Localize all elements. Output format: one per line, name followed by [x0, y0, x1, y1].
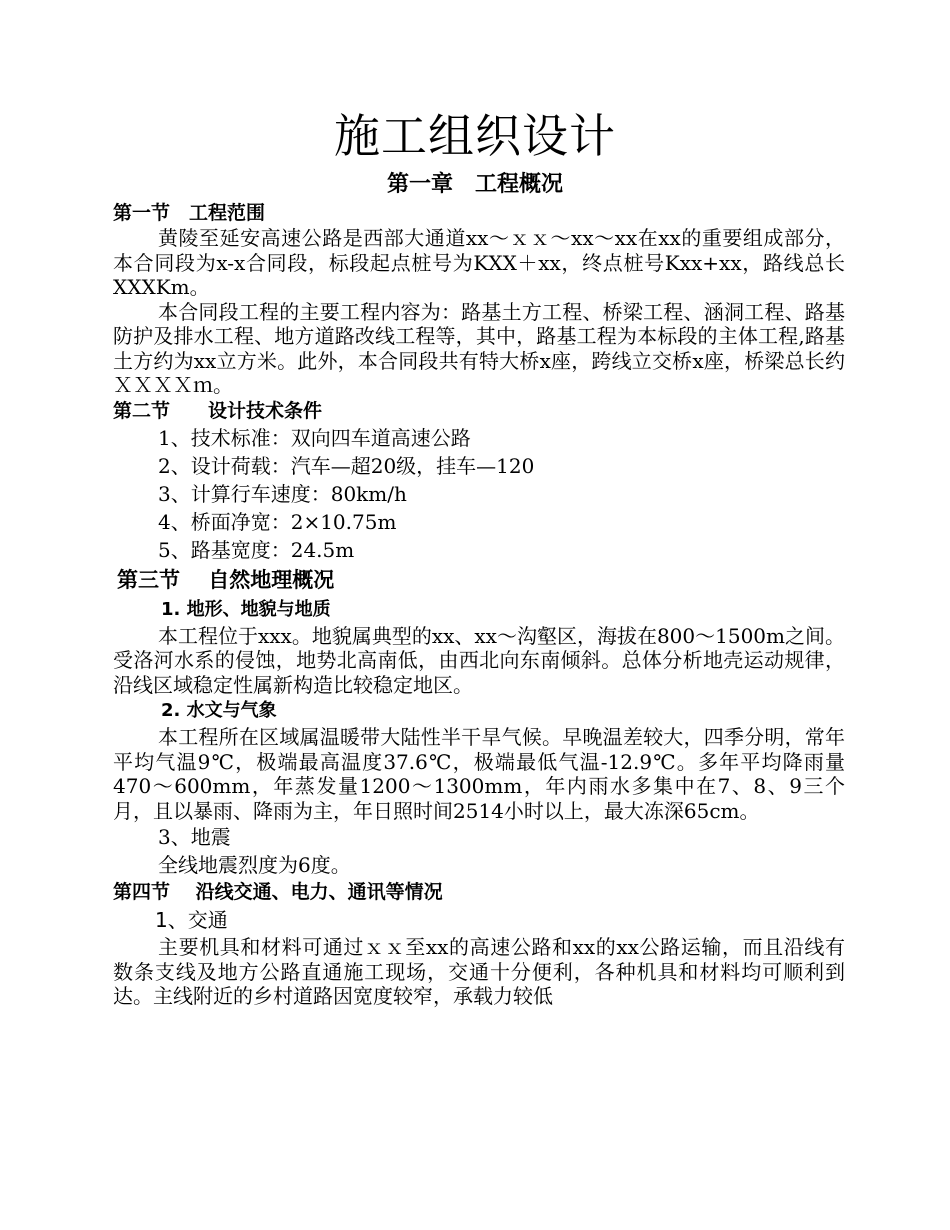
paragraph: 黄陵至延安高速公路是西部大通道xx～ｘｘ～xx～xx在xx的重要组成部分，本合同段为x-x合同段，标段起点桩号为KXX＋xx，终点桩号Kxx+xx，路线总长XXXKm。	[113, 226, 845, 299]
list-item: 4、桥面净宽：2×10.75m	[158, 509, 397, 534]
section-heading-3: 第三节 自然地理概况	[117, 567, 335, 592]
subsection-heading: 3、地震	[158, 825, 231, 849]
section-heading-2: 第二节 设计技术条件	[113, 399, 323, 422]
section-heading-4: 第四节 沿线交通、电力、通讯等情况	[113, 881, 443, 903]
list-item: 5、路基宽度：24.5m	[158, 537, 355, 562]
document-body	[113, 200, 845, 1009]
subsection-heading: 1、交通	[155, 908, 228, 932]
subsection-heading: 2. 水文与气象	[161, 700, 277, 721]
subsection-heading: 1. 地形、地貌与地质	[161, 598, 331, 620]
paragraph: 全线地震烈度为6度。	[158, 853, 351, 877]
document-title: 施工组织设计	[334, 109, 616, 163]
chapter-heading: 第一章 工程概况	[386, 172, 563, 197]
paragraph: 本工程位于xxx。地貌属典型的xx、xx～沟壑区，海拔在800～1500m之间。受洛河水系的侵蚀，地势北高南低，由西北向东南倾斜。总体分析地壳运动规律，沿线区域稳定性属新构造比较稳定地区。	[113, 623, 845, 697]
list-item: 3、计算行车速度：80km/h	[158, 481, 407, 506]
list-item: 1、技术标准：双向四车道高速公路	[158, 425, 471, 450]
paragraph: 主要机具和材料可通过ｘｘ至xx的高速公路和xx的xx公路运输，而且沿线有数条支线及地方公路直通施工现场，交通十分便利，各种机具和材料均可顺利到达。主线附近的乡村道路因宽度较窄，承载力较低	[113, 935, 845, 1008]
paragraph: 本工程所在区域属温暖带大陆性半干旱气候。早晚温差较大，四季分明，常年平均气温9℃，极端最高温度37.6℃，极端最低气温-12.9℃。多年平均降雨量470～600mm，年蒸发量1200～1300mm，年内雨水多集中在7、8、9三个月，且以暴雨、降雨为主，年日照时间2514小时以上，最大冻深65cm。	[113, 725, 845, 823]
section-heading-1: 第一节 工程范围	[113, 202, 266, 224]
paragraph: 本合同段工程的主要工程内容为：路基土方工程、桥梁工程、涵洞工程、路基防护及排水工程、地方道路改线工程等，其中，路基工程为本标段的主体工程,路基土方约为xx立方米。此外，本合同段共有特大桥x座，跨线立交桥x座，桥梁总长约ＸＸＸＸｍ。	[113, 299, 845, 397]
list-item: 2、设计荷载：汽车—超20级，挂车—120	[158, 453, 535, 478]
